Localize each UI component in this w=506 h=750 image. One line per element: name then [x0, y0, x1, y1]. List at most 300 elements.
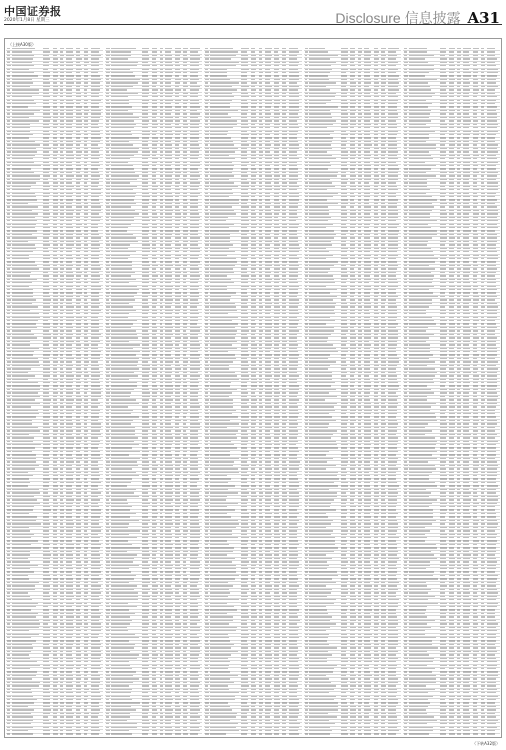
- table-cell: [265, 382, 272, 383]
- table-cell: [76, 134, 81, 135]
- table-cell: [241, 334, 247, 335]
- table-cell: [175, 444, 180, 445]
- table-cell: [251, 299, 255, 300]
- table-cell: [53, 379, 59, 380]
- table-cell: [175, 217, 180, 218]
- table-cell: [76, 286, 80, 287]
- table-cell: [165, 599, 171, 600]
- table-cell: [175, 96, 179, 97]
- table-cell: [165, 261, 172, 262]
- table-cell: [53, 534, 58, 535]
- table-cell: [282, 193, 287, 194]
- table-cell: [165, 685, 172, 686]
- table-cell: [175, 354, 180, 355]
- table-cell: [265, 48, 272, 49]
- table-cell: [91, 379, 99, 380]
- table-cell: [60, 261, 63, 262]
- table-cell: [165, 82, 171, 83]
- table-cell: [43, 727, 49, 728]
- table-cell: [12, 379, 28, 380]
- table-cell: [265, 317, 271, 318]
- table-cell: [76, 730, 80, 731]
- table-cell: [190, 637, 199, 638]
- table-cell: [43, 578, 51, 579]
- table-cell: [66, 544, 73, 545]
- table-cell: [43, 272, 49, 273]
- table-cell: [91, 193, 101, 194]
- table-cell: [12, 120, 40, 121]
- table-cell: [106, 113, 110, 114]
- table-cell: [76, 251, 80, 252]
- table-cell: [7, 640, 11, 641]
- table-cell: [210, 206, 231, 207]
- table-cell: [251, 182, 256, 183]
- table-cell: [12, 530, 30, 531]
- table-cell: [111, 299, 135, 300]
- table-cell: [66, 55, 74, 56]
- table-cell: [12, 668, 31, 669]
- table-cell: [241, 368, 248, 369]
- table-cell: [12, 65, 34, 66]
- table-cell: [84, 89, 87, 90]
- table-cell: [76, 48, 80, 49]
- table-cell: [205, 272, 209, 273]
- table-cell: [259, 334, 262, 335]
- table-cell: [7, 575, 10, 576]
- table-cell: [111, 168, 134, 169]
- table-cell: [274, 103, 280, 104]
- table-cell: [111, 723, 137, 724]
- table-cell: [251, 313, 257, 314]
- table-cell: [205, 368, 208, 369]
- table-cell: [43, 131, 49, 132]
- table-cell: [111, 616, 130, 617]
- table-cell: [91, 651, 101, 652]
- table-cell: [160, 137, 163, 138]
- table-cell: [7, 248, 11, 249]
- table-cell: [66, 210, 73, 211]
- table-cell: [160, 172, 164, 173]
- table-cell: [91, 482, 101, 483]
- table-cell: [190, 416, 199, 417]
- table-cell: [160, 685, 163, 686]
- table-cell: [84, 472, 88, 473]
- table-cell: [190, 475, 198, 476]
- table-cell: [111, 540, 128, 541]
- table-cell: [76, 361, 81, 362]
- table-cell: [91, 561, 100, 562]
- table-cell: [152, 75, 157, 76]
- table-cell: [76, 248, 81, 249]
- table-cell: [241, 62, 248, 63]
- table-cell: [106, 89, 109, 90]
- table-cell: [111, 292, 137, 293]
- table-cell: [205, 237, 208, 238]
- table-cell: [60, 117, 63, 118]
- table-cell: [175, 327, 180, 328]
- table-cell: [210, 251, 235, 252]
- table-cell: [7, 506, 10, 507]
- table-cell: [274, 193, 279, 194]
- table-cell: [205, 313, 208, 314]
- table-cell: [274, 351, 280, 352]
- table-cell: [259, 251, 262, 252]
- table-cell: [66, 389, 72, 390]
- table-cell: [183, 620, 187, 621]
- table-cell: [160, 148, 163, 149]
- table-cell: [274, 106, 279, 107]
- table-cell: [7, 582, 10, 583]
- table-cell: [210, 313, 228, 314]
- table-cell: [106, 79, 109, 80]
- table-cell: [12, 320, 38, 321]
- table-cell: [7, 689, 10, 690]
- table-cell: [111, 261, 132, 262]
- table-cell: [274, 230, 278, 231]
- table-cell: [165, 427, 172, 428]
- table-cell: [282, 382, 286, 383]
- table-cell: [91, 606, 99, 607]
- table-cell: [152, 244, 156, 245]
- table-cell: [7, 299, 11, 300]
- table-cell: [106, 530, 109, 531]
- table-cell: [12, 227, 35, 228]
- table-cell: [66, 547, 73, 548]
- table-cell: [175, 323, 179, 324]
- table-cell: [175, 175, 180, 176]
- table-cell: [142, 547, 149, 548]
- table-cell: [289, 72, 299, 73]
- table-cell: [165, 530, 171, 531]
- table-cell: [152, 237, 157, 238]
- table-cell: [160, 354, 163, 355]
- table-cell: [12, 472, 28, 473]
- table-cell: [142, 241, 149, 242]
- table-cell: [7, 410, 10, 411]
- table-cell: [7, 186, 10, 187]
- table-cell: [282, 110, 286, 111]
- table-cell: [265, 213, 273, 214]
- table-cell: [106, 658, 110, 659]
- table-cell: [165, 120, 172, 121]
- table-cell: [183, 368, 187, 369]
- table-cell: [190, 148, 200, 149]
- table-cell: [66, 420, 72, 421]
- table-cell: [190, 461, 198, 462]
- table-cell: [43, 547, 49, 548]
- table-cell: [190, 317, 198, 318]
- table-cell: [53, 162, 59, 163]
- table-cell: [241, 213, 247, 214]
- table-cell: [190, 55, 200, 56]
- table-cell: [43, 630, 51, 631]
- table-cell: [259, 89, 262, 90]
- table-cell: [66, 330, 72, 331]
- table-cell: [12, 158, 33, 159]
- table-cell: [190, 323, 198, 324]
- table-cell: [241, 168, 248, 169]
- table-cell: [43, 227, 50, 228]
- table-cell: [289, 230, 297, 231]
- table-cell: [210, 172, 232, 173]
- table-cell: [160, 168, 163, 169]
- table-cell: [142, 647, 148, 648]
- table-cell: [60, 186, 63, 187]
- table-cell: [190, 213, 199, 214]
- table-cell: [53, 637, 58, 638]
- table-cell: [106, 702, 110, 703]
- table-cell: [241, 275, 249, 276]
- table-cell: [183, 186, 187, 187]
- table-cell: [43, 403, 50, 404]
- table-cell: [91, 699, 101, 700]
- table-cell: [60, 172, 63, 173]
- table-cell: [265, 261, 272, 262]
- table-cell: [60, 451, 63, 452]
- table-cell: [274, 189, 280, 190]
- table-cell: [106, 230, 109, 231]
- table-cell: [142, 668, 148, 669]
- table-cell: [190, 354, 200, 355]
- table-cell: [7, 127, 10, 128]
- table-cell: [84, 423, 88, 424]
- table-cell: [175, 110, 179, 111]
- table-cell: [76, 344, 81, 345]
- table-cell: [111, 117, 139, 118]
- table-cell: [160, 348, 163, 349]
- table-cell: [84, 175, 89, 176]
- table-cell: [91, 589, 101, 590]
- table-cell: [53, 447, 58, 448]
- table-cell: [53, 100, 57, 101]
- table-cell: [274, 317, 278, 318]
- table-cell: [66, 206, 72, 207]
- table-cell: [282, 282, 286, 283]
- table-cell: [175, 658, 180, 659]
- table-cell: [274, 206, 279, 207]
- table-cell: [66, 179, 72, 180]
- table-cell: [12, 279, 38, 280]
- table-cell: [12, 640, 37, 641]
- table-cell: [84, 458, 88, 459]
- table-cell: [274, 72, 278, 73]
- table-cell: [190, 596, 200, 597]
- table-cell: [289, 265, 299, 266]
- table-cell: [66, 327, 72, 328]
- table-cell: [60, 127, 64, 128]
- table-cell: [190, 603, 198, 604]
- table-cell: [43, 516, 49, 517]
- table-cell: [60, 148, 63, 149]
- table-cell: [43, 310, 50, 311]
- table-cell: [7, 540, 10, 541]
- table-cell: [183, 647, 187, 648]
- table-cell: [259, 203, 262, 204]
- table-cell: [106, 365, 109, 366]
- table-cell: [205, 334, 209, 335]
- table-cell: [60, 551, 63, 552]
- table-cell: [106, 465, 110, 466]
- table-cell: [259, 86, 262, 87]
- table-cell: [190, 134, 199, 135]
- table-cell: [142, 230, 148, 231]
- table-cell: [84, 668, 87, 669]
- table-cell: [183, 230, 188, 231]
- table-cell: [66, 282, 73, 283]
- table-cell: [251, 106, 256, 107]
- table-cell: [183, 48, 188, 49]
- table-cell: [152, 658, 157, 659]
- table-cell: [66, 272, 73, 273]
- table-cell: [152, 210, 156, 211]
- table-cell: [142, 713, 147, 714]
- table-cell: [289, 251, 299, 252]
- table-cell: [251, 365, 256, 366]
- table-cell: [241, 379, 248, 380]
- table-cell: [205, 351, 208, 352]
- table-cell: [53, 151, 58, 152]
- table-cell: [241, 117, 247, 118]
- table-cell: [106, 503, 110, 504]
- table-cell: [152, 596, 157, 597]
- table-cell: [241, 279, 248, 280]
- table-cell: [175, 234, 180, 235]
- table-cell: [259, 354, 262, 355]
- table-cell: [76, 193, 81, 194]
- table-cell: [160, 540, 164, 541]
- table-cell: [210, 275, 227, 276]
- table-cell: [165, 651, 173, 652]
- table-cell: [53, 640, 59, 641]
- table-cell: [76, 558, 80, 559]
- table-cell: [60, 175, 63, 176]
- table-cell: [289, 103, 299, 104]
- table-cell: [7, 561, 11, 562]
- table-cell: [111, 165, 133, 166]
- table-cell: [183, 623, 187, 624]
- table-cell: [265, 72, 271, 73]
- table-cell: [43, 168, 50, 169]
- table-cell: [111, 696, 130, 697]
- table-cell: [259, 368, 262, 369]
- table-cell: [241, 100, 247, 101]
- table-cell: [84, 241, 88, 242]
- table-cell: [53, 499, 58, 500]
- table-cell: [84, 86, 88, 87]
- table-cell: [66, 647, 72, 648]
- table-cell: [106, 468, 109, 469]
- table-cell: [142, 272, 149, 273]
- table-cell: [259, 224, 262, 225]
- table-cell: [190, 82, 198, 83]
- table-cell: [160, 592, 163, 593]
- table-cell: [282, 203, 286, 204]
- table-cell: [91, 279, 100, 280]
- table-cell: [7, 499, 11, 500]
- table-cell: [152, 709, 157, 710]
- table-cell: [205, 106, 208, 107]
- table-cell: [152, 451, 157, 452]
- table-cell: [76, 685, 81, 686]
- table-cell: [12, 678, 32, 679]
- table-cell: [7, 551, 10, 552]
- table-cell: [152, 537, 158, 538]
- table-cell: [152, 530, 156, 531]
- table-cell: [251, 124, 255, 125]
- table-cell: [160, 665, 163, 666]
- table-cell: [60, 668, 63, 669]
- table-cell: [7, 661, 10, 662]
- table-cell: [111, 268, 132, 269]
- table-cell: [241, 72, 247, 73]
- table-cell: [241, 203, 247, 204]
- table-cell: [241, 199, 247, 200]
- table-cell: [259, 196, 262, 197]
- table-cell: [12, 334, 34, 335]
- table-cell: [282, 186, 287, 187]
- table-cell: [76, 665, 81, 666]
- table-cell: [43, 416, 50, 417]
- table-cell: [76, 571, 81, 572]
- table-cell: [91, 516, 101, 517]
- table-cell: [53, 186, 58, 187]
- table-cell: [205, 65, 209, 66]
- table-cell: [12, 69, 29, 70]
- table-cell: [7, 699, 10, 700]
- table-cell: [152, 255, 157, 256]
- table-cell: [66, 110, 73, 111]
- table-cell: [12, 733, 33, 734]
- table-cell: [142, 482, 149, 483]
- table-cell: [7, 485, 11, 486]
- table-cell: [282, 286, 287, 287]
- table-cell: [183, 485, 187, 486]
- table-cell: [106, 689, 110, 690]
- table-cell: [53, 131, 58, 132]
- table-cell: [111, 654, 139, 655]
- table-cell: [251, 351, 256, 352]
- table-cell: [111, 665, 130, 666]
- table-cell: [152, 668, 156, 669]
- table-cell: [282, 279, 286, 280]
- table-cell: [160, 599, 163, 600]
- table-cell: [66, 706, 72, 707]
- table-cell: [190, 702, 200, 703]
- table-cell: [76, 516, 80, 517]
- table-cell: [160, 589, 164, 590]
- table-cell: [265, 203, 271, 204]
- table-cell: [111, 251, 136, 252]
- table-cell: [91, 289, 101, 290]
- table-cell: [53, 165, 58, 166]
- table-cell: [183, 720, 187, 721]
- table-cell: [152, 478, 157, 479]
- table-cell: [66, 227, 73, 228]
- table-cell: [183, 272, 187, 273]
- table-cell: [66, 155, 73, 156]
- table-cell: [106, 337, 109, 338]
- table-cell: [175, 203, 180, 204]
- table-cell: [160, 506, 164, 507]
- table-cell: [210, 131, 228, 132]
- table-cell: [43, 509, 51, 510]
- table-cell: [241, 255, 248, 256]
- table-cell: [175, 571, 179, 572]
- table-cell: [241, 310, 247, 311]
- table-cell: [205, 127, 208, 128]
- table-cell: [142, 513, 148, 514]
- table-cell: [282, 299, 286, 300]
